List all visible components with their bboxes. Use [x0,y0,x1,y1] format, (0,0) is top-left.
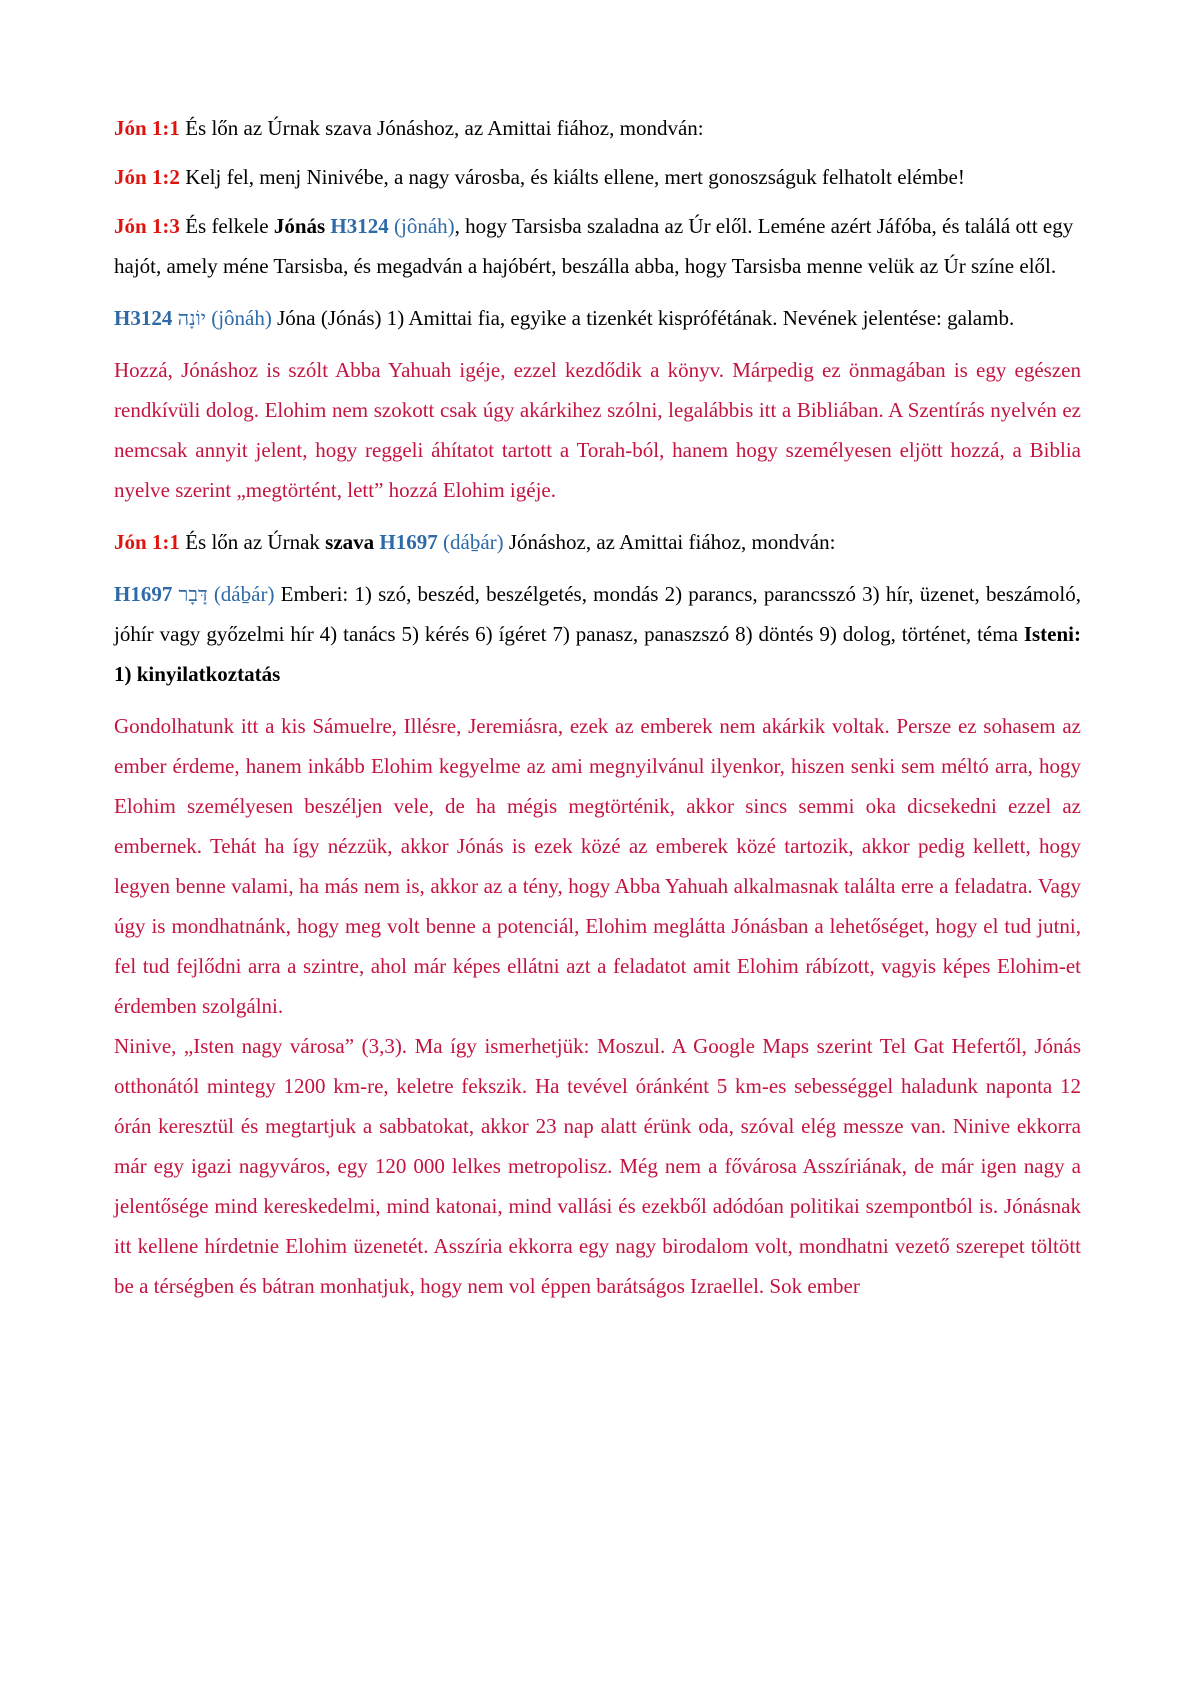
transliteration: (dáḇár) [213,582,275,606]
transliteration: (jônáh) [211,306,272,330]
hebrew-word: דָּבָר [178,582,208,606]
verse-reference: Jón 1:1 [114,116,180,140]
verse-text: És lőn az Úrnak [179,530,326,554]
verse-jon-1-3 [114,206,1081,286]
transliteration: (jônáh) [394,214,455,238]
keyword: szava [325,530,375,554]
verse-text: És felkele [179,214,274,238]
verse-reference: Jón 1:3 [114,214,180,238]
verse-jon-1-1-annotated [114,522,1081,562]
commentary-paragraph-2: Gondolhatunk itt a kis Sámuelre, Illésre, Jeremiásra, ezek az emberek nem akárkik voltak. Persze ez sohasem az ember érdeme, hanem inkább Elohim kegyelme az ami megnyilvánul ilyenkor, hiszen senki sem méltó arra, hogy Elohim személyesen beszéljen vele, de ha mégis megtörténik, akkor sincs semmi oka dicsekedni ezzel az embernek. Tehát ha így nézzük, akkor Jónás is ezek közé az emberek közé tartozik, akkor pedig kellett, hogy legyen benne valami, ha más nem is, akkor az a tény, hogy Abba Yahuah alkalmasnak találta erre a feladatra. Vagy úgy is mondhatnánk, hogy meg volt benne a potenciál, Elohim meglátta Jónásban a lehetőséget, hogy el tud jutni, fel tud fejlődni arra a szintre, ahol már képes ellátni azt a feladatot amit Elohim rábízott, vagyis képes Elohim-et érdemben szolgálni. [114,714,1081,1018]
verse-jon-1-1 [114,108,1081,148]
definition-text: Emberi: 1) szó, beszéd, beszélgetés, mondás 2) parancs, parancsszó 3) hír, üzenet, beszámoló, jóhír vagy győzelmi hír 4) tanács 5) kérés 6) ígéret 7) panasz, panaszszó 8) döntés 9) dolog, történet, téma [114,582,1082,646]
transliteration: (dáḇár) [443,530,504,554]
strong-definition-h3124 [114,298,1081,338]
strong-number: H3124 [330,214,389,238]
strong-definition-h1697 [114,574,1081,694]
strong-number: H1697 [114,582,173,606]
commentary-paragraph-1: Hozzá, Jónáshoz is szólt Abba Yahuah igéje, ezzel kezdődik a könyv. Márpedig ez önmagában is egy egészen rendkívüli dolog. Elohim nem szokott csak úgy akárkihez szólni, legalábbis itt a Bibliában. A Szentírás nyelvén ez nemcsak annyit jelent, hogy reggeli áhítatot tartott a Torah-ból, hanem hogy személyesen eljött hozzá, a Biblia nyelve szerint „megtörtént, lett” hozzá Elohim igéje. [114,358,1081,502]
verse-text: , hogy Tarsisba szaladna az Úr elől. Leméne azért Jáfóba, és találá ott egy hajót, amely méne Tarsisba, és megadván a hajóbért, beszálla abba, hogy Tarsisba menne velük az Úr színe elől. [114,214,1074,278]
verse-reference: Jón 1:2 [114,165,180,189]
verse-text: Kelj fel, menj Ninivébe, a nagy városba, és kiálts ellene, mert gonoszságuk felhatolt elémbe! [179,165,965,189]
verse-text: És lőn az Úrnak szava Jónáshoz, az Amittai fiához, mondván: [179,116,704,140]
definition-divine-meaning: Isteni: 1) kinyilatkoztatás [114,622,1081,686]
verse-text: Jónáshoz, az Amittai fiához, mondván: [503,530,836,554]
hebrew-word: יוֹנָה [177,306,206,330]
keyword: Jónás [273,214,326,238]
strong-number: H3124 [114,306,173,330]
commentary-paragraph-3: Ninive, „Isten nagy városa” (3,3). Ma így ismerhetjük: Moszul. A Google Maps szerint Tel Gat Hefertől, Jónás otthonától mintegy 1200 km-re, keletre fekszik. Ha tevével óránként 5 km-es sebességgel haladunk naponta 12 órán keresztül és megtartjuk a sabbatokat, akkor 23 nap alatt érünk oda, szóval elég messze van. Ninive ekkorra már egy igazi nagyváros, egy 120 000 lelkes metropolisz. Még nem a fővárosa Asszíriának, de már igen nagy a jelentősége mind kereskedelmi, mind katonai, mind vallási és ezekből adódóan politikai szempontból is. Jónásnak itt kellene hírdetnie Elohim üzenetét. Asszíria ekkorra egy nagy birodalom volt, mondhatni vezető szerepet töltött be a térségben és bátran monhatjuk, hogy nem vol éppen barátságos Izraellel. Sok ember [114,1034,1081,1298]
strong-number: H1697 [379,530,438,554]
definition-text: Jóna (Jónás) 1) Amittai fia, egyike a tizenkét kisprófétának. Nevének jelentése: galamb. [271,306,1015,330]
document-page [114,108,1081,1306]
verse-jon-1-2 [114,157,1081,197]
verse-reference: Jón 1:1 [114,530,180,554]
